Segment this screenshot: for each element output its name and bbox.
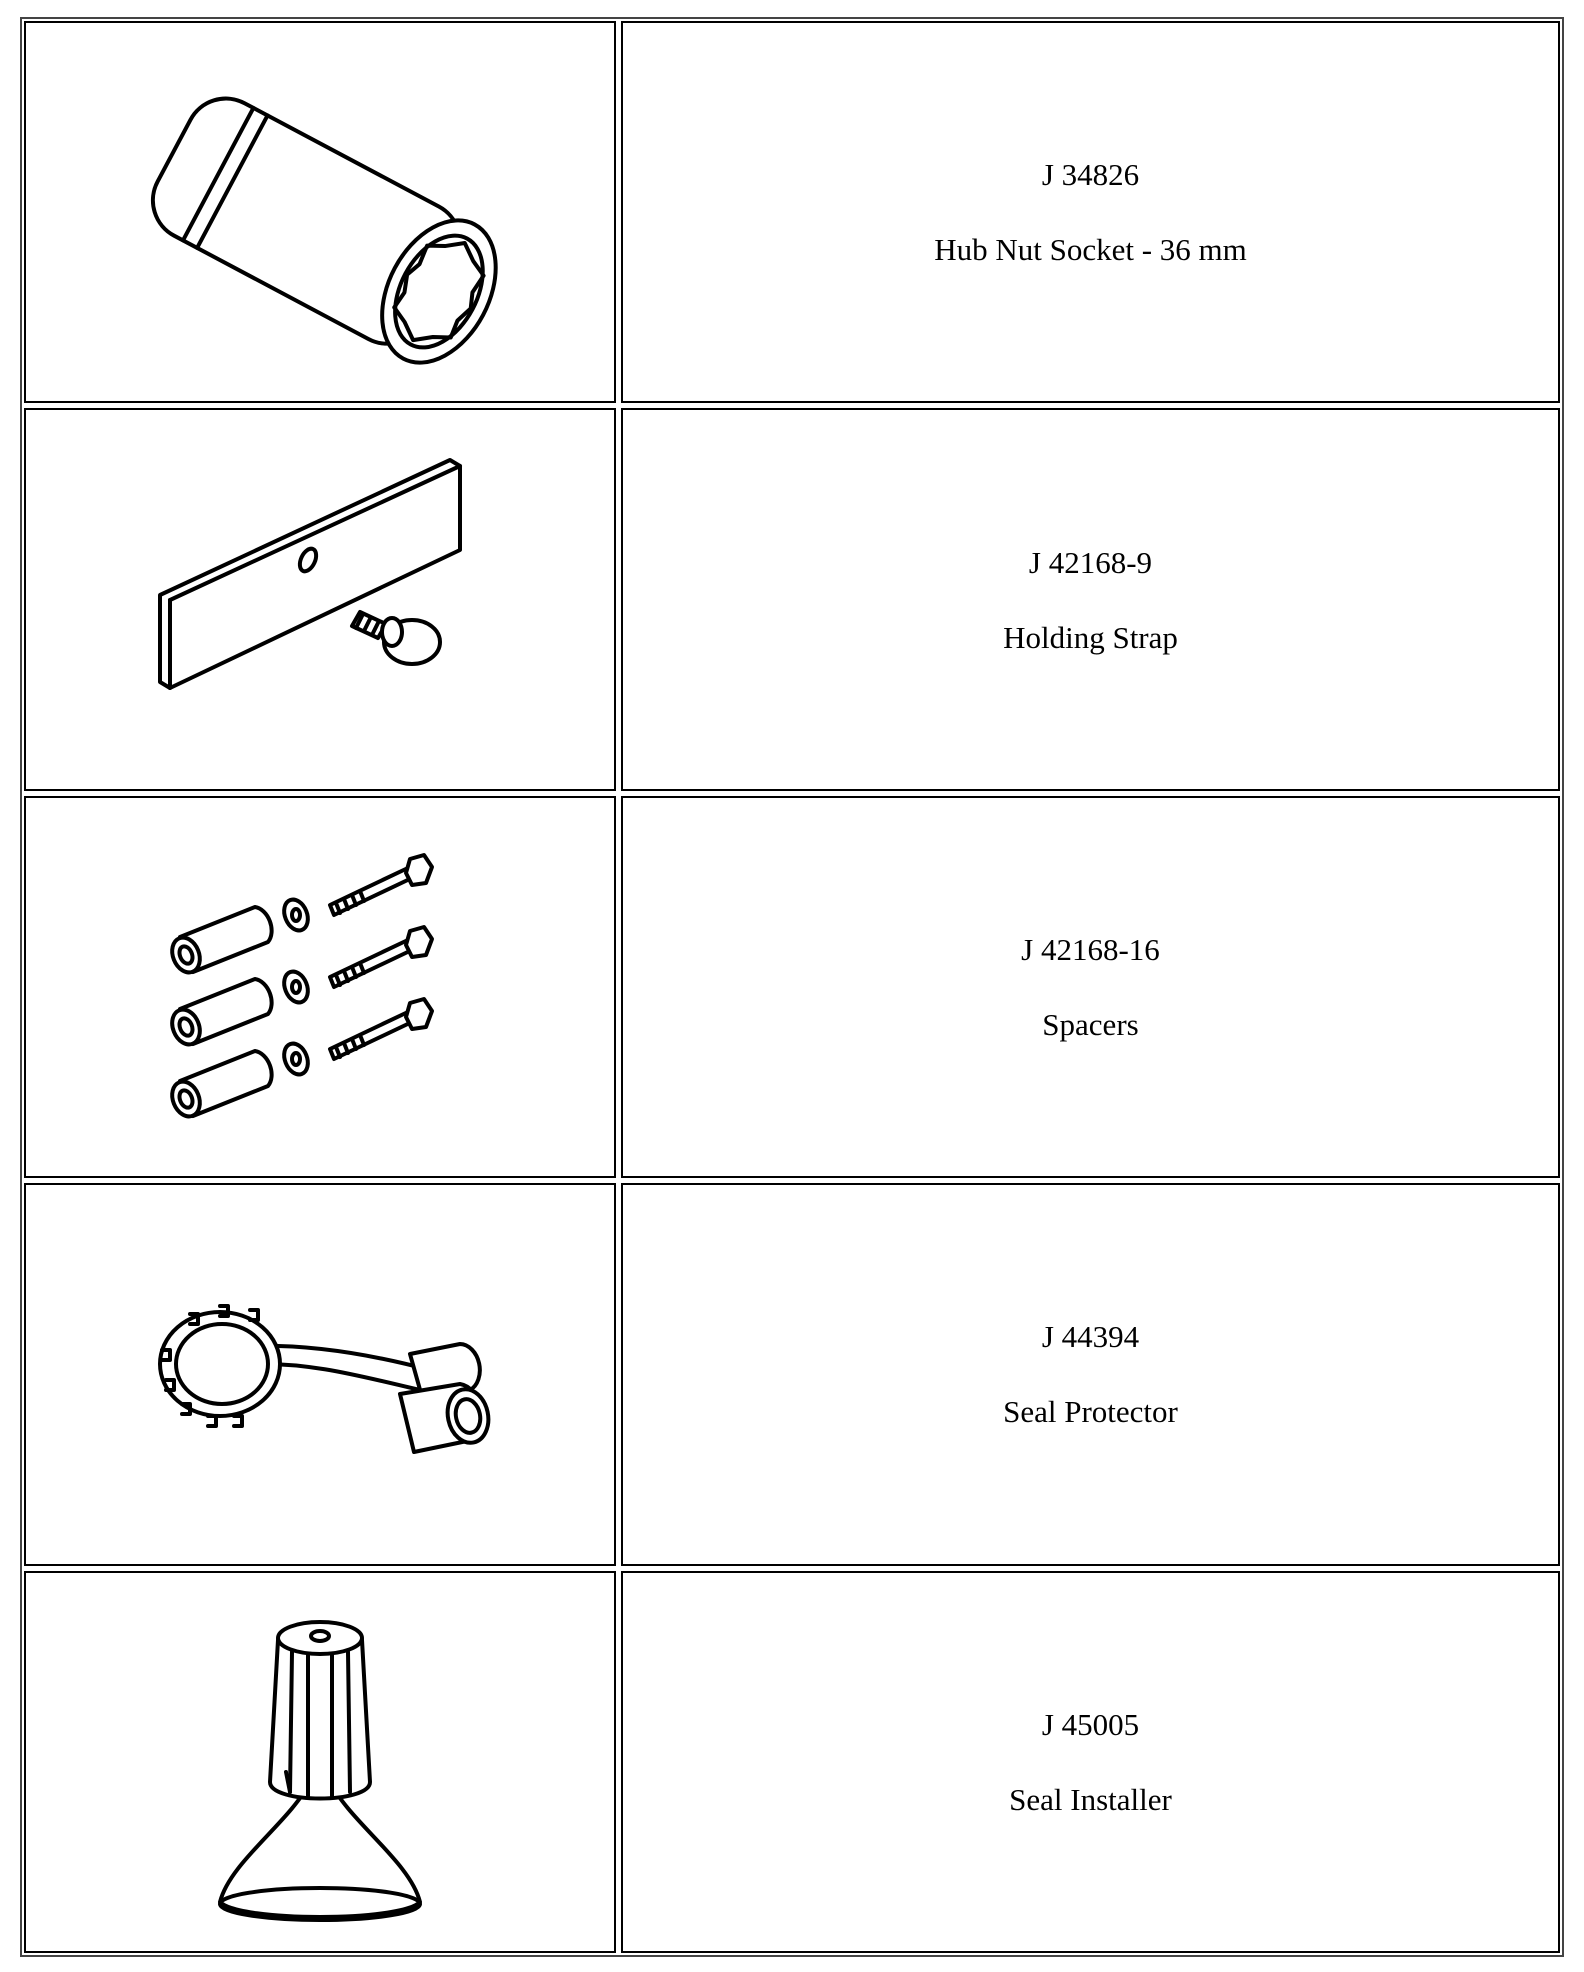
tool-number: J 44394 [1041, 1319, 1140, 1355]
tool-name: Seal Installer [1009, 1781, 1172, 1817]
holding-strap-icon [40, 420, 600, 780]
seal-installer-icon [40, 1582, 600, 1942]
tool-name: Hub Nut Socket - 36 mm [934, 232, 1247, 268]
hub-nut-socket-icon [40, 32, 600, 392]
tool-name: Seal Protector [1003, 1394, 1178, 1430]
tool-description-cell [621, 1183, 1560, 1565]
special-tools-table [20, 17, 1564, 1957]
spacers-icon [40, 807, 600, 1167]
tool-number: J 42168-16 [1021, 931, 1160, 967]
tool-description-cell [621, 1571, 1560, 1953]
tool-illustration-cell [24, 408, 616, 790]
tool-name: Holding Strap [1003, 619, 1178, 655]
tool-description-cell [621, 796, 1560, 1178]
tool-illustration-cell [24, 21, 616, 403]
tool-illustration-cell [24, 1571, 616, 1953]
tool-description-cell [621, 408, 1560, 790]
tool-number: J 42168-9 [1028, 544, 1153, 580]
tool-description-cell [621, 21, 1560, 403]
tool-name: Spacers [1042, 1006, 1139, 1042]
seal-protector-icon [40, 1194, 600, 1554]
tool-illustration-cell [24, 796, 616, 1178]
tool-illustration-cell [24, 1183, 616, 1565]
tool-number: J 45005 [1041, 1706, 1140, 1742]
tool-number: J 34826 [1041, 157, 1140, 193]
